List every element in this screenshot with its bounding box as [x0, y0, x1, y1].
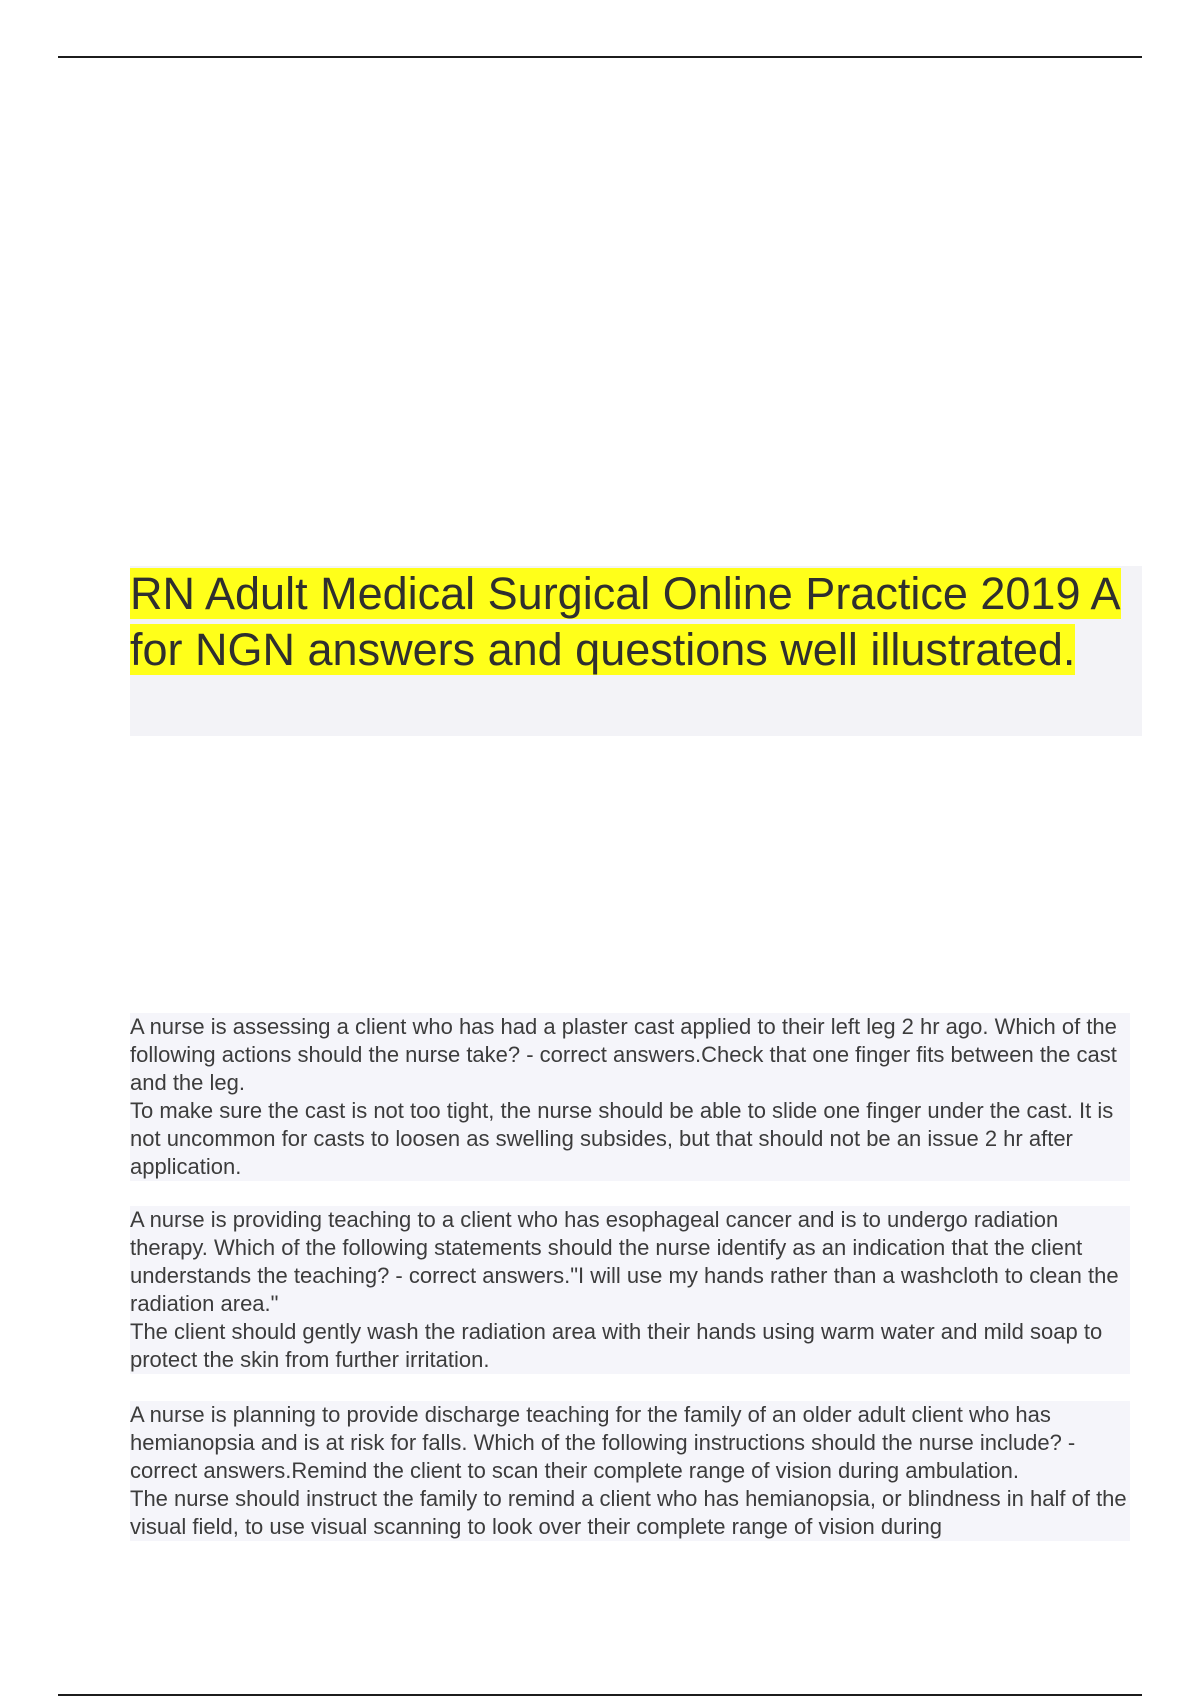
- question-text: A nurse is assessing a client who has had a plaster cast applied to their left leg 2 hr ago. Which of the following actions should the nurse take? - correct answers.Check that one finger fits between the cast and the leg.: [130, 1014, 1117, 1095]
- qa-item: [130, 1401, 1130, 1541]
- document-title: [130, 566, 1130, 678]
- rationale-text: To make sure the cast is not too tight, the nurse should be able to slide one finger under the cast. It is not uncommon for casts to loosen as swelling subsides, but that should not be an issue 2 hr after application.: [130, 1098, 1114, 1179]
- top-rule: [58, 56, 1142, 58]
- bottom-rule: [58, 1694, 1142, 1696]
- rationale-text: The client should gently wash the radiation area with their hands using warm water and mild soap to protect the skin from further irritation.: [130, 1319, 1103, 1372]
- rationale-text: The nurse should instruct the family to remind a client who has hemianopsia, or blindness in half of the visual field, to use visual scanning to look over their complete range of vision during: [130, 1486, 1127, 1539]
- title-highlight: RN Adult Medical Surgical Online Practice 2019 A for NGN answers and questions well illustrated.: [130, 568, 1121, 675]
- question-text: A nurse is planning to provide discharge teaching for the family of an older adult client who has hemianopsia and is at risk for falls. Which of the following instructions should the nurse include? - correct answers.Remind the client to scan their complete range of vision during ambulation.: [130, 1402, 1076, 1483]
- qa-item: [130, 1013, 1130, 1181]
- qa-item: [130, 1206, 1130, 1374]
- question-text: A nurse is providing teaching to a client who has esophageal cancer and is to undergo radiation therapy. Which of the following statements should the nurse identify as an indication that the client understands the teaching? - correct answers."I will use my hands rather than a washcloth to clean the radiation area.": [130, 1207, 1119, 1316]
